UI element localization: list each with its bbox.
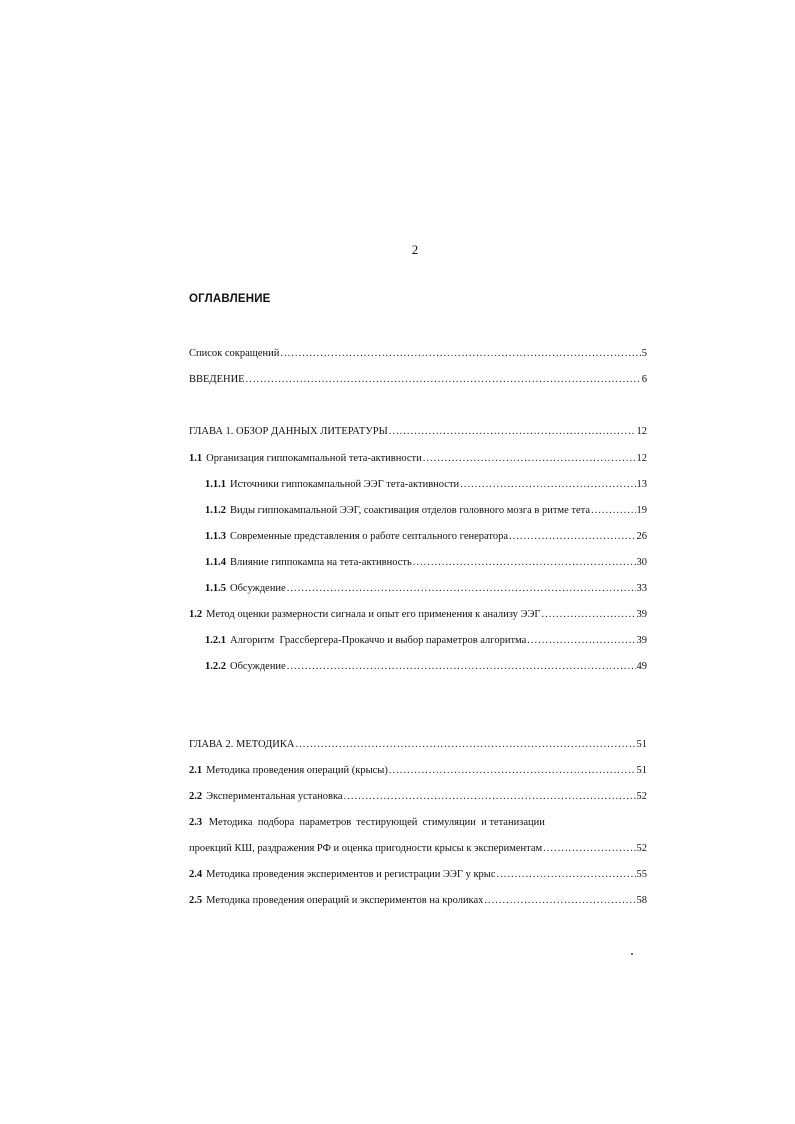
toc-leader [484, 894, 635, 907]
toc-subentry [205, 556, 647, 569]
toc-entry-text: Алгоритм Грассбергера-Прокаччо и выбор параметров алгоритма [230, 635, 527, 646]
toc-entry-number: 1.1.4 [205, 557, 226, 568]
toc-entry-page: 12 [636, 426, 647, 437]
toc-entry-text: Влияние гиппокампа на тета-активность [230, 557, 412, 568]
toc-entry-number: 2.4 [189, 869, 203, 880]
toc-entry-page: 33 [636, 583, 647, 594]
toc-entry-number: 2.3 [189, 817, 203, 828]
toc-leader [344, 790, 636, 803]
toc-leader [389, 425, 636, 438]
toc-entry-text: Методика проведения экспериментов и регистрации ЭЭГ у крыс [206, 869, 496, 880]
toc-subentry [205, 530, 647, 543]
toc-title: ОГЛАВЛЕНИЕ [189, 293, 271, 305]
toc-entry [189, 373, 647, 386]
toc-entry [189, 764, 647, 777]
toc-entry-number: 2.1 [189, 765, 203, 776]
toc-leader [280, 347, 640, 360]
toc-entry-number: 1.1.3 [205, 531, 226, 542]
toc-subentry [205, 634, 647, 647]
toc-entry-text: Обсуждение [230, 661, 286, 672]
toc-entry-continuation [189, 842, 647, 855]
toc-entry-text: проекций КШ, раздражения РФ и оценка пригодности крысы к экспериментам [189, 843, 543, 854]
toc-subentry [205, 582, 647, 595]
toc-entry-number: 2.5 [189, 895, 203, 906]
toc-entry [189, 347, 647, 360]
scan-speck [631, 953, 633, 955]
toc-subentry [205, 504, 647, 517]
toc-entry-text: ГЛАВА 1. ОБЗОР ДАННЫХ ЛИТЕРАТУРЫ [189, 426, 388, 437]
toc-leader [295, 738, 635, 751]
toc-entry-page: 51 [636, 765, 647, 776]
toc-entry-page: 6 [641, 374, 647, 385]
toc-entry [189, 608, 647, 621]
toc-entry-multiline [189, 816, 545, 829]
toc-entry-page: 5 [641, 348, 647, 359]
toc-entry-number: 1.2.2 [205, 661, 226, 672]
toc-entry-text: Экспериментальная установка [206, 791, 343, 802]
toc-entry-number: 1.1.2 [205, 505, 226, 516]
toc-entry-text: Источники гиппокампальной ЭЭГ тета-активности [230, 479, 460, 490]
toc-entry [189, 868, 647, 881]
toc-leader [460, 478, 635, 491]
toc-entry-number: 1.2 [189, 609, 203, 620]
toc-leader [591, 504, 636, 517]
toc-leader [542, 608, 636, 621]
toc-entry-text: Метод оценки размерности сигнала и опыт его применения к анализу ЭЭГ [206, 609, 541, 620]
toc-entry-page: 30 [636, 557, 647, 568]
toc-entry-text: Обсуждение [230, 583, 286, 594]
toc-entry-text: Организация гиппокампальной тета-активности [206, 453, 422, 464]
toc-entry [189, 452, 647, 465]
toc-entry-text: Методика проведения операций и экспериментов на кроликах [206, 895, 484, 906]
toc-entry-page: 51 [636, 739, 647, 750]
toc-entry-number: 1.2.1 [205, 635, 226, 646]
toc-subentry [205, 660, 647, 673]
toc-leader [423, 452, 636, 465]
toc-leader [287, 582, 636, 595]
toc-leader [413, 556, 636, 569]
toc-subentry [205, 478, 647, 491]
toc-entry-text: Методика подбора параметров тестирующей стимуляции и тетанизации [208, 817, 545, 828]
toc-leader [246, 373, 641, 386]
toc-entry-number: 2.2 [189, 791, 203, 802]
toc-entry-number: 1.1.5 [205, 583, 226, 594]
toc-entry-text: Современные представления о работе септального генератора [230, 531, 509, 542]
toc-entry-page: 52 [636, 843, 647, 854]
toc-entry-page: 39 [636, 635, 647, 646]
toc-entry-page: 19 [636, 505, 647, 516]
toc-entry-page: 26 [636, 531, 647, 542]
toc-chapter-entry [189, 738, 647, 751]
toc-entry-page: 58 [636, 895, 647, 906]
toc-entry-text: ГЛАВА 2. МЕТОДИКА [189, 739, 295, 750]
toc-leader [527, 634, 635, 647]
toc-entry-page: 55 [636, 869, 647, 880]
toc-entry-text: ВВЕДЕНИЕ [189, 374, 245, 385]
toc-entry-number: 1.1 [189, 453, 203, 464]
toc-entry-text: Список сокращений [189, 348, 280, 359]
toc-entry-page: 49 [636, 661, 647, 672]
toc-entry-page: 13 [636, 479, 647, 490]
toc-chapter-entry [189, 425, 647, 438]
toc-entry-page: 52 [636, 791, 647, 802]
toc-entry-text: Виды гиппокампальной ЭЭГ, соактивация отделов головного мозга в ритме тета [230, 505, 590, 516]
toc-entry [189, 894, 647, 907]
toc-entry-number: 1.1.1 [205, 479, 226, 490]
toc-leader [497, 868, 636, 881]
toc-entry-page: 12 [636, 453, 647, 464]
toc-leader [543, 842, 635, 855]
page-number: 2 [411, 242, 419, 257]
toc-entry-page: 39 [636, 609, 647, 620]
toc-entry-text: Методика проведения операций (крысы) [206, 765, 388, 776]
toc-entry [189, 790, 647, 803]
toc-leader [389, 764, 636, 777]
toc-leader [287, 660, 636, 673]
toc-leader [509, 530, 635, 543]
